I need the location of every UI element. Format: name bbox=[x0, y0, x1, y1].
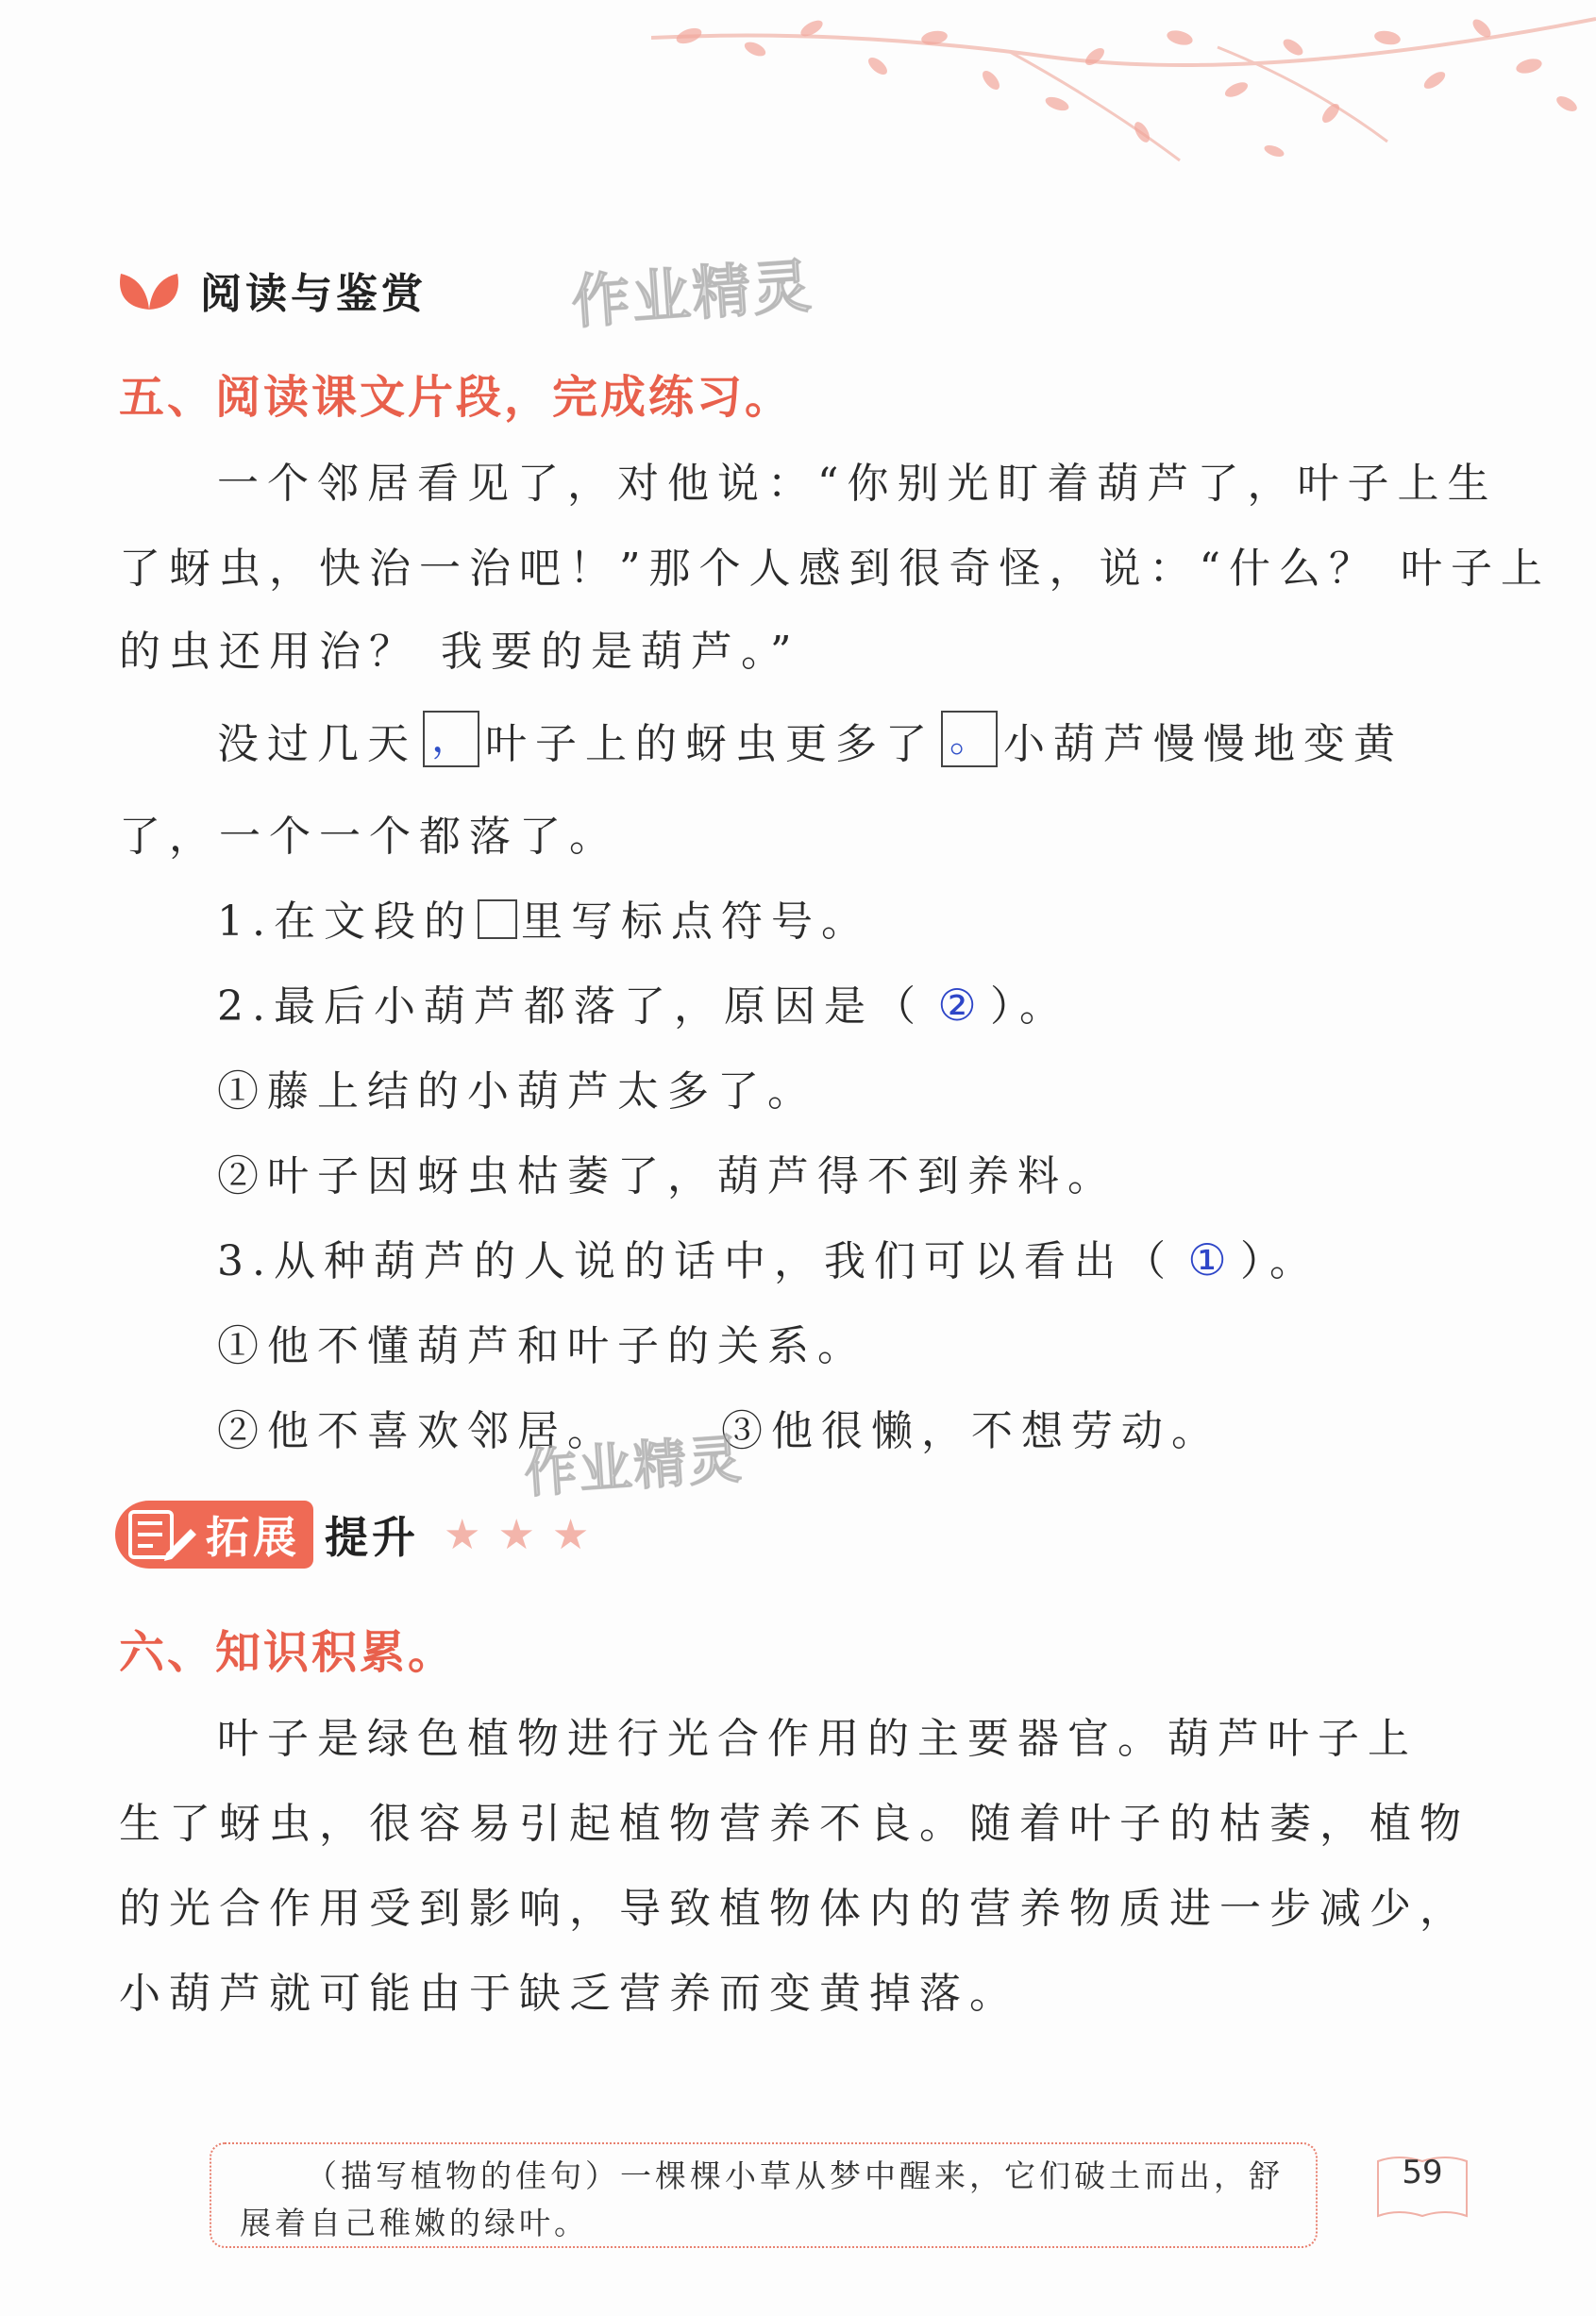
question-text: 2.最后小葫芦都落了，原因是（ bbox=[217, 982, 924, 1031]
watermark: 作业精灵 bbox=[522, 1428, 746, 1506]
question-text: ）。 bbox=[1239, 1237, 1319, 1285]
passage-line: 了，一个一个都落了。 bbox=[119, 813, 619, 861]
knowledge-line: 小葫芦就可能由于缺乏营养而变黄掉落。 bbox=[119, 1970, 1019, 2018]
section-header-title: 阅读与鉴赏 bbox=[200, 270, 427, 318]
page-number bbox=[1370, 2133, 1474, 2227]
tip-line: 展着自己稚嫩的绿叶。 bbox=[240, 2205, 589, 2241]
option-line: ②叶子因蚜虫枯萎了，葫芦得不到养料。 bbox=[217, 1152, 1117, 1200]
watermark: 作业精灵 bbox=[569, 251, 815, 337]
punctuation-blank-box[interactable] bbox=[423, 711, 479, 767]
tip-line: （描写植物的佳句）一棵棵小草从梦中醒来，它们破土而出，舒 bbox=[306, 2157, 1284, 2194]
leaf-icon bbox=[115, 266, 183, 313]
extension-label-pill bbox=[115, 1501, 313, 1569]
reading-section-header bbox=[115, 257, 427, 323]
blossom-branch-decoration bbox=[651, 0, 1596, 179]
passage-line: 了蚜虫，快治一治吧！”那个人感到很奇怪，说：“什么？ 叶子上 bbox=[119, 545, 1551, 593]
answer-choice[interactable]: ② bbox=[937, 980, 977, 1031]
page-number-text: 59 bbox=[1402, 2154, 1443, 2191]
question-two bbox=[119, 972, 1529, 1032]
quote-tip-box bbox=[210, 2142, 1318, 2248]
question-one bbox=[119, 887, 1529, 948]
option-line bbox=[119, 1397, 1529, 1457]
option-text: ②他不喜欢邻居。 bbox=[217, 1407, 617, 1455]
punctuation-blank-box[interactable] bbox=[941, 711, 998, 767]
knowledge-line: 的光合作用受到影响，导致植物体内的营养物质进一步减少， bbox=[119, 1885, 1470, 1933]
box-symbol bbox=[478, 899, 517, 939]
question-text: 里写标点符号。 bbox=[520, 898, 871, 946]
extension-label-suffix: 提升 bbox=[325, 1512, 419, 1563]
extension-section-header bbox=[115, 1499, 606, 1570]
filled-punctuation: ， bbox=[430, 714, 471, 761]
filled-punctuation: 。 bbox=[949, 714, 989, 761]
passage-line: 的虫还用治？ 我要的是葫芦。” bbox=[119, 628, 800, 676]
question-text: ）。 bbox=[989, 982, 1069, 1031]
checklist-pencil-icon bbox=[125, 1506, 200, 1563]
question-three bbox=[119, 1227, 1529, 1287]
question-text: 1.在文段的 bbox=[217, 898, 474, 946]
question-text: 3.从种葫芦的人说的话中，我们可以看出（ bbox=[217, 1237, 1174, 1285]
passage-text: 没过几天 bbox=[217, 720, 417, 768]
knowledge-line: 生了蚜虫，很容易引起植物营养不良。随着叶子的枯萎，植物 bbox=[119, 1800, 1470, 1848]
option-line: ①他不懂葫芦和叶子的关系。 bbox=[217, 1322, 867, 1370]
question-five-title: 五、阅读课文片段，完成练习。 bbox=[119, 371, 794, 424]
knowledge-line: 叶子是绿色植物进行光合作用的主要器官。葫芦叶子上 bbox=[217, 1715, 1418, 1763]
extension-label: 拓展 bbox=[206, 1512, 300, 1563]
passage-text: 叶子上的蚜虫更多了 bbox=[485, 720, 935, 768]
passage-text: 小葫芦慢慢地变黄 bbox=[1003, 720, 1403, 768]
question-six-title: 六、知识积累。 bbox=[119, 1626, 457, 1679]
passage-line: 一个邻居看见了，对他说：“你别光盯着葫芦了，叶子上生 bbox=[217, 460, 1498, 508]
passage-line-with-blanks bbox=[119, 710, 1529, 770]
option-line: ①藤上结的小葫芦太多了。 bbox=[217, 1067, 817, 1116]
answer-choice[interactable]: ① bbox=[1187, 1234, 1227, 1285]
option-text: ③他很懒，不想劳动。 bbox=[721, 1407, 1221, 1455]
difficulty-stars: ★★★ bbox=[444, 1510, 607, 1559]
